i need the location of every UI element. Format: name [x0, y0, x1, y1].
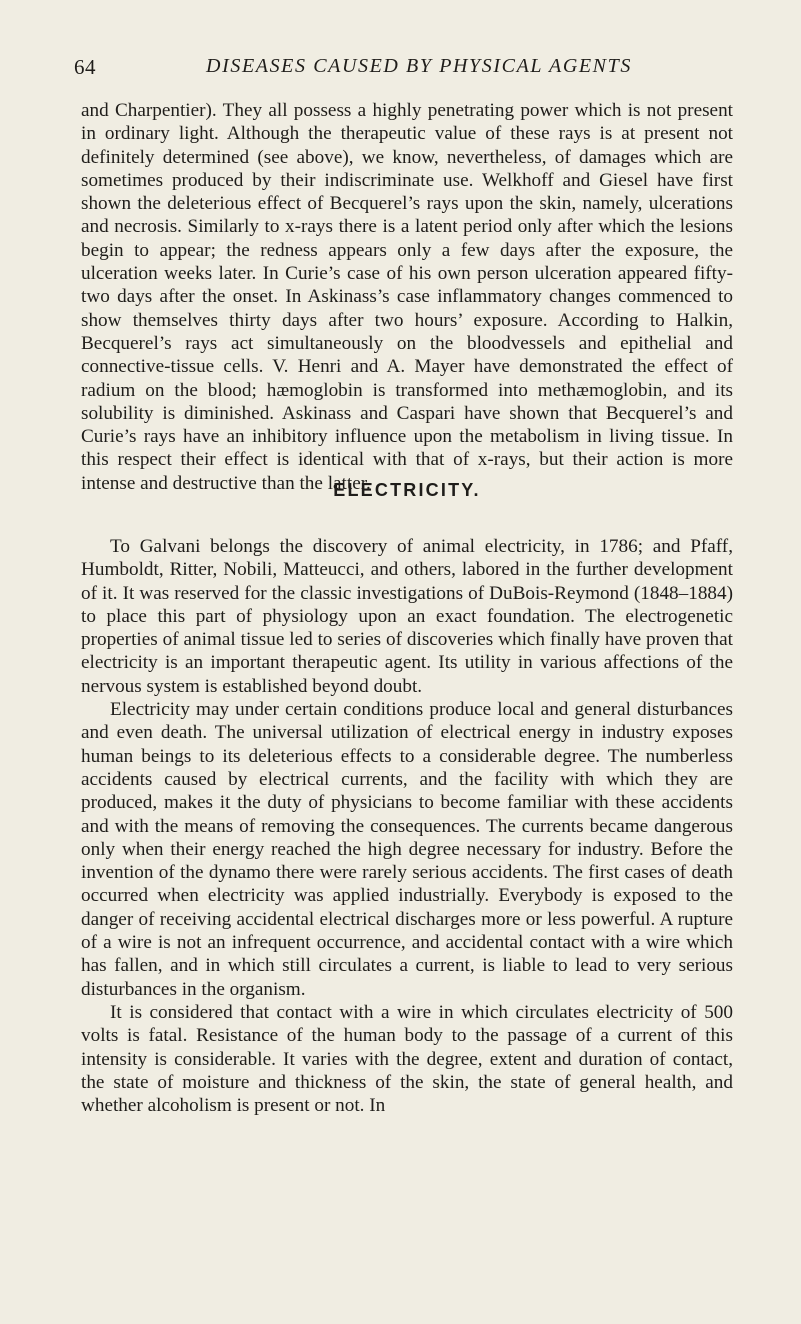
running-title: DISEASES CAUSED BY PHYSICAL AGENTS	[206, 55, 632, 77]
paragraph-galvani: To Galvani belongs the discovery of animal electricity, in 1786; and Pfaff, Humboldt, Ritter, Nobili, Matteucci, and others, labored in the further development of it. It was reserved for the classic investigations of DuBois-Reymond (1848–1884) to place this part of physiology upon an exact foundation. The electrogenetic properties of animal tissue led to series of discoveries which finally have proven that electricity is an important therapeutic agent. Its utility in various affections of the nervous system is established beyond doubt.	[81, 536, 733, 697]
paragraph-electrical-accidents: Electricity may under certain conditions produce local and general disturbances and even death. The universal utilization of electrical energy in industry exposes human beings to its deleterious effects to a considerable degree. The numberless accidents caused by electrical currents, and the facility with which they are produced, makes it the duty of physicians to become familiar with these accidents and with the means of removing the consequences. The currents became dangerous only when their energy reached the high degree necessary for industry. Before the invention of the dynamo there were rarely serious accidents. The first cases of death occurred when electricity was applied industrially. Everybody is exposed to the danger of receiving accidental electrical discharges more or less powerful. A rupture of a wire is not an infrequent occurrence, and accidental contact with a wire which has fallen, and in which still circulates a current, is liable to lead to very serious disturbances in the organism.	[81, 699, 733, 1000]
running-head	[74, 55, 734, 85]
paragraph-becquerel-rays: and Charpentier). They all possess a highly penetrating power which is not present in ordinary light. Although the therapeutic value of these rays is at present not definitely determined (see above), we know, nevertheless, of damages which are sometimes produced by their indiscriminate use. Welkhoff and Giesel have first shown the deleterious effect of Becquerel’s rays upon the skin, namely, ulcerations and necrosis. Similarly to x-rays there is a latent period only after which the lesions begin to appear; the redness appears only a few days after the exposure, the ulceration weeks later. In Curie’s case of his own person ulceration appeared fifty-two days after the onset. In Askinass’s case inflammatory changes commenced to show themselves thirty days after two hours’ exposure. According to Halkin, Becquerel’s rays act simultaneously on the bloodvessels and epithelial and connective-tissue cells. V. Henri and A. Mayer have demonstrated the effect of radium on the blood; hæmoglobin is transformed into methæmoglobin, and its solubility is diminished. Askinass and Caspari have shown that Becquerel’s and Curie’s rays have an inhibitory influence upon the metabolism in living tissue. In this respect their effect is identical with that of x-rays, but their action is more intense and destructive than the latter.	[81, 100, 733, 494]
radium-section-continuation	[81, 99, 733, 495]
page-number: 64	[74, 55, 96, 79]
electricity-section-body	[81, 535, 733, 1117]
section-heading-electricity: ELECTRICITY.	[333, 480, 481, 500]
paragraph-voltage-resistance: It is considered that contact with a wire in which circulates electricity of 500 volts is fatal. Resistance of the human body to the passage of a current of this intensity is considerable. It varies with the degree, extent and duration of contact, the state of moisture and thickness of the skin, the state of general health, and whether alcoholism is present or not. In	[81, 1001, 733, 1117]
